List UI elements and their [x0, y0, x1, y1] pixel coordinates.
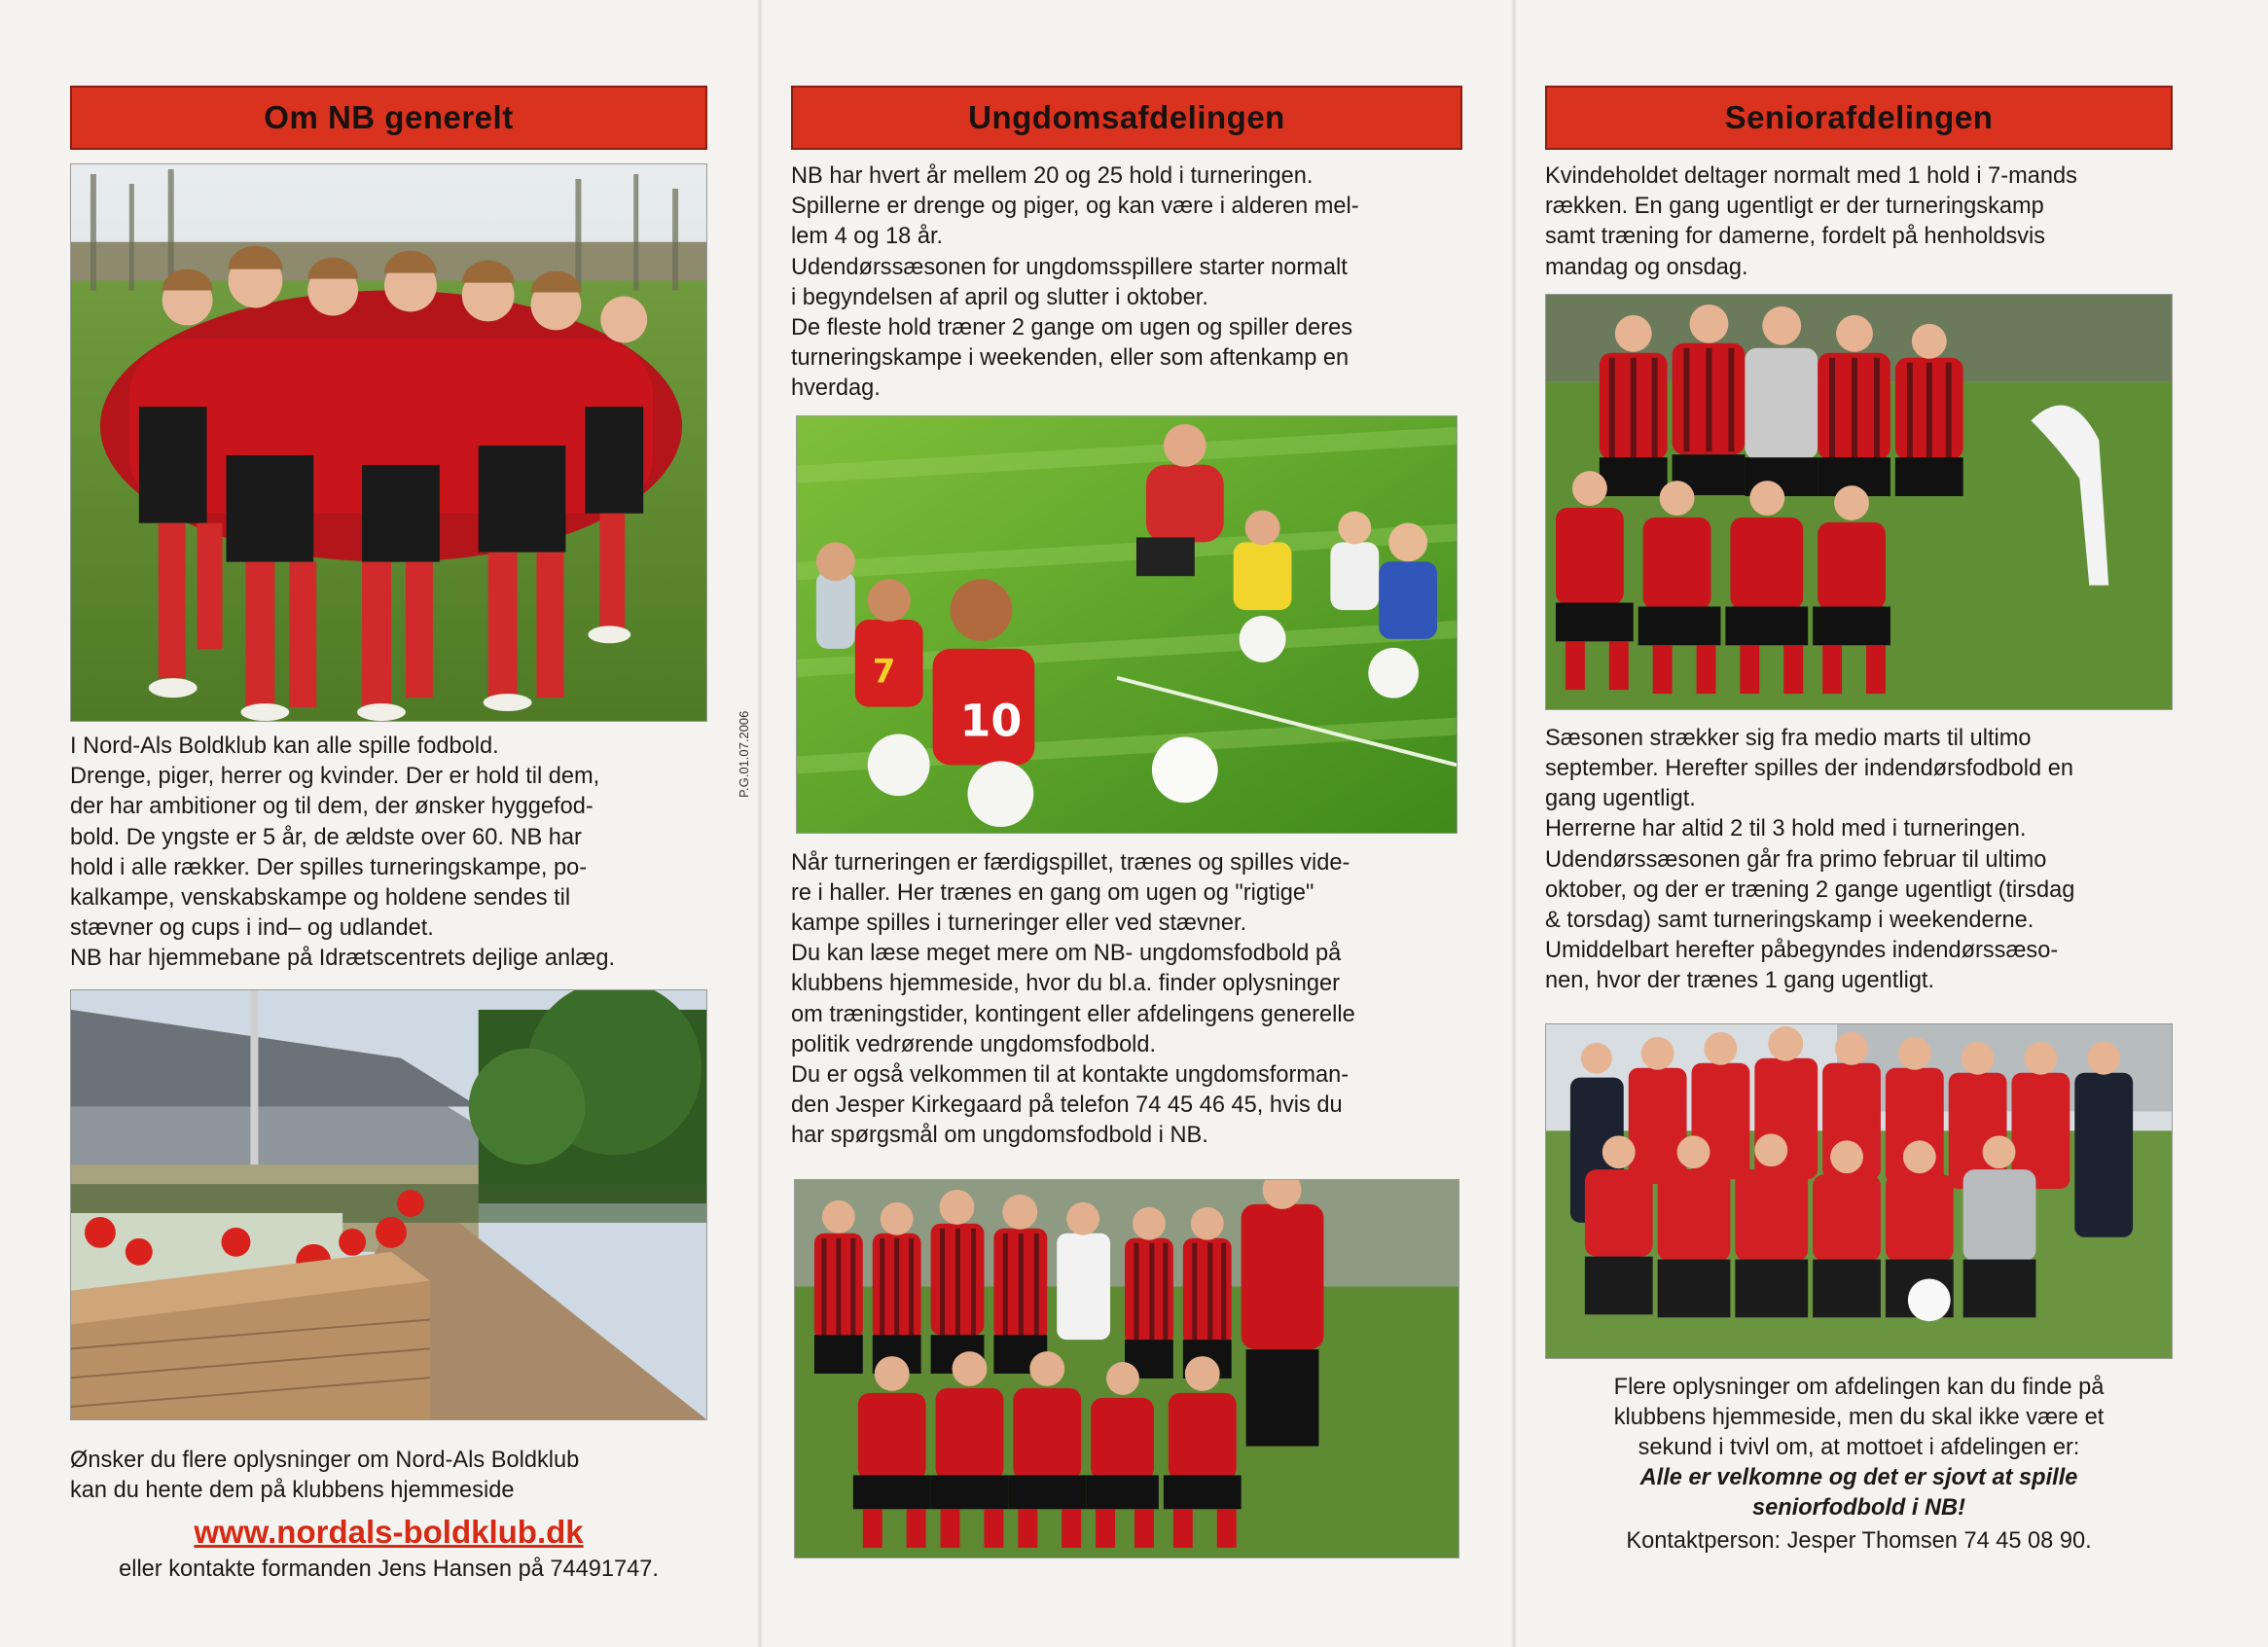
senior-body-line: Umiddelbart herefter påbegyndes indendørssæso-: [1545, 938, 2059, 964]
men-team-photo: [1545, 1023, 2173, 1359]
heading-youth: Ungdomsafdelingen: [791, 86, 1462, 150]
general-body-line: hold i alle rækker. Der spilles turneringskampe, po-: [70, 854, 588, 880]
kids-training-photo: [796, 415, 1458, 834]
clubhouse-flowers-photo: [70, 989, 707, 1420]
senior-body-line: september. Herefter spilles der indendørsfodbold en: [1545, 756, 2073, 782]
youth-intro-line: NB har hvert år mellem 20 og 25 hold i turneringen.: [791, 163, 1314, 189]
senior-footer-line: klubbens hjemmeside, men du skal ikke være et: [1613, 1404, 2105, 1430]
youth-team-photo: [794, 1179, 1459, 1558]
svg-text:7: 7: [872, 652, 896, 691]
general-body-line: bold. De yngste er 5 år, de ældste over 60. NB har: [70, 824, 582, 850]
youth-intro-line: De fleste hold træner 2 gange om ugen og spiller deres: [791, 315, 1353, 341]
youth-body-line: kampe spilles i turneringer eller ved stævner.: [791, 911, 1247, 937]
general-body-line: I Nord-Als Boldklub kan alle spille fodbold.: [70, 734, 499, 759]
youth-intro-line: turneringskampe i weekenden, eller som aftenkamp en: [791, 345, 1350, 372]
panel-youth: [791, 86, 1462, 1558]
senior-contact: Kontaktperson: Jesper Thomsen 74 45 08 90.: [1626, 1527, 2092, 1554]
general-body-line: der har ambitioner og til dem, der ønsker hyggefod-: [70, 794, 594, 820]
youth-body-line: klubbens hjemmeside, hvor du bl.a. finder oplysninger: [791, 971, 1340, 997]
senior-intro-line: samt træning for damerne, fordelt på henholdsvis: [1545, 224, 2046, 250]
team-huddle-photo: [70, 163, 707, 722]
youth-intro-line: lem 4 og 18 år.: [791, 224, 944, 250]
senior-body-line: oktober, og der er træning 2 gange ugentligt (tirsdag: [1545, 877, 2075, 903]
senior-body-line: gang ugentligt.: [1545, 786, 1696, 812]
youth-intro: [791, 161, 1462, 405]
general-body-line: NB har hjemmebane på Idrætscentrets dejlige anlæg.: [70, 946, 615, 972]
women-team-photo: [1545, 294, 2173, 710]
senior-body: [1545, 724, 2173, 997]
senior-intro-line: rækken. En gang ugentligt er der turneringskamp: [1545, 194, 2044, 220]
general-footer-line: Ønsker du flere oplysninger om Nord-Als Boldklub: [70, 1447, 580, 1473]
senior-motto-line: Alle er velkomne og det er sjovt at spille: [1639, 1465, 2078, 1491]
general-body-line: Drenge, piger, herrer og kvinder. Der er hold til dem,: [70, 764, 600, 790]
youth-body-line: har spørgsmål om ungdomsfodbold i NB.: [791, 1123, 1208, 1149]
print-code: P.G.01.07.2006: [737, 710, 751, 798]
svg-text:10: 10: [959, 694, 1023, 747]
senior-motto-line: seniorfodbold i NB!: [1752, 1495, 1965, 1522]
senior-body-line: Herrerne har altid 2 til 3 hold med i turneringen.: [1545, 816, 2027, 842]
senior-motto: [1545, 1463, 2173, 1523]
panel-senior: [1545, 86, 2173, 1557]
general-footer-line: kan du hente dem på klubbens hjemmeside: [70, 1477, 515, 1503]
general-footer: [70, 1446, 707, 1506]
senior-intro-line: Kvindeholdet deltager normalt med 1 hold i 7-mands: [1545, 163, 2077, 189]
youth-body-line: Når turneringen er færdigspillet, trænes og spilles vide-: [791, 849, 1350, 876]
general-body: [70, 732, 707, 975]
heading-general: Om NB generelt: [70, 86, 707, 150]
senior-intro: [1545, 161, 2173, 283]
youth-body-line: re i haller. Her trænes en gang om ugen og "rigtige": [791, 879, 1314, 906]
senior-body-line: Udendørssæsonen går fra primo februar til ultimo: [1545, 846, 2047, 873]
panel-general: [70, 86, 707, 1585]
youth-body-line: om træningstider, kontingent eller afdelingens generelle: [791, 1001, 1355, 1027]
general-contact: eller kontakte formanden Jens Hansen på 74491747.: [119, 1557, 659, 1583]
senior-footer: [1545, 1373, 2173, 1464]
senior-intro-line: mandag og onsdag.: [1545, 254, 1748, 280]
youth-body-line: Du kan læse meget mere om NB- ungdomsfodbold på: [791, 941, 1342, 967]
youth-body-line: den Jesper Kirkegaard på telefon 74 45 46 45, hvis du: [791, 1092, 1343, 1119]
club-website-link[interactable]: www.nordals-boldklub.dk: [194, 1514, 584, 1551]
senior-footer-line: Flere oplysninger om afdelingen kan du finde på: [1613, 1374, 2105, 1400]
senior-body-line: Sæsonen strækker sig fra medio marts til ultimo: [1545, 725, 2032, 751]
heading-senior: Seniorafdelingen: [1545, 86, 2173, 150]
general-body-line: kalkampe, venskabskampe og holdene sendes til: [70, 885, 571, 912]
youth-body-line: politik vedrørende ungdomsfodbold.: [791, 1031, 1157, 1057]
youth-body-line: Du er også velkommen til at kontakte ungdomsforman-: [791, 1062, 1350, 1089]
youth-intro-line: Udendørssæsonen for ungdomsspillere starter normalt: [791, 254, 1348, 280]
youth-intro-line: Spillerne er drenge og piger, og kan være i alderen mel-: [791, 194, 1359, 220]
general-body-line: stævner og cups i ind– og udlandet.: [70, 915, 434, 942]
senior-footer-line: sekund i tvivl om, at mottoet i afdelingen er:: [1638, 1435, 2080, 1461]
youth-body: [791, 848, 1462, 1152]
senior-body-line: nen, hvor der trænes 1 gang ugentligt.: [1545, 968, 1935, 994]
youth-intro-line: hverdag.: [791, 376, 881, 402]
youth-intro-line: i begyndelsen af april og slutter i oktober.: [791, 284, 1208, 310]
senior-body-line: & torsdag) samt turneringskamp i weekenderne.: [1545, 908, 2034, 934]
